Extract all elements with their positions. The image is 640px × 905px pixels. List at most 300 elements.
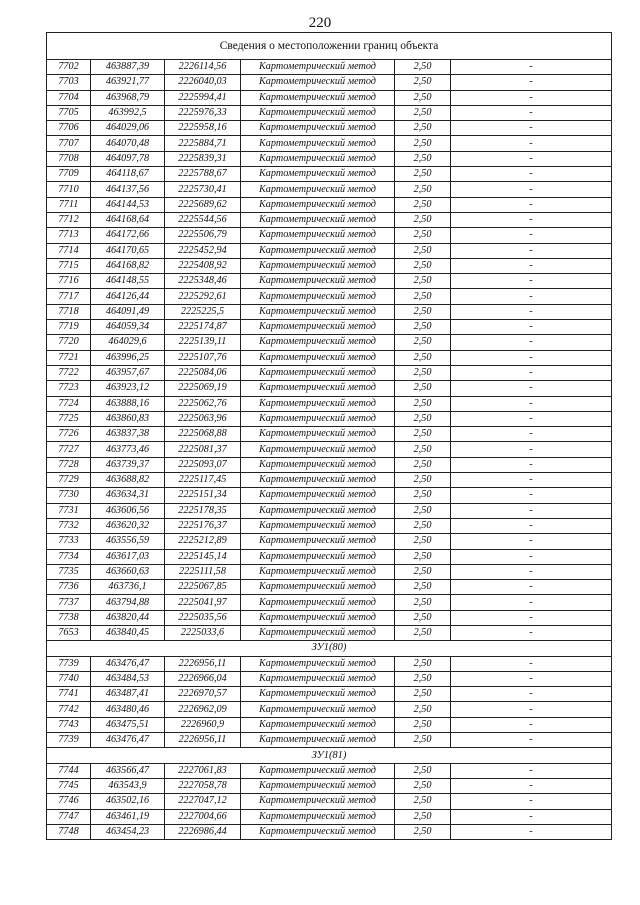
note-cell: - (451, 534, 612, 549)
y-coordinate-cell: 2225068,88 (165, 427, 241, 442)
point-number-cell: 7726 (47, 427, 91, 442)
note-cell: - (451, 809, 612, 824)
x-coordinate-cell: 463837,38 (91, 427, 165, 442)
x-coordinate-cell: 463634,31 (91, 488, 165, 503)
x-coordinate-cell: 463620,32 (91, 518, 165, 533)
point-number-cell: 7734 (47, 549, 91, 564)
method-cell: Картометрический метод (241, 671, 395, 686)
table-row (47, 350, 612, 365)
y-coordinate-cell: 2226040,03 (165, 75, 241, 90)
y-coordinate-cell: 2226956,11 (165, 733, 241, 748)
note-cell: - (451, 503, 612, 518)
x-coordinate-cell: 463502,16 (91, 794, 165, 809)
method-cell: Картометрический метод (241, 595, 395, 610)
note-cell: - (451, 763, 612, 778)
y-coordinate-cell: 2225081,37 (165, 442, 241, 457)
note-cell: - (451, 121, 612, 136)
table-row (47, 518, 612, 533)
method-cell: Картометрический метод (241, 212, 395, 227)
x-coordinate-cell: 464070,48 (91, 136, 165, 151)
accuracy-cell: 2,50 (395, 365, 451, 380)
point-number-cell: 7702 (47, 60, 91, 75)
section-label: ЗУ1(80) (47, 641, 612, 656)
note-cell: - (451, 687, 612, 702)
note-cell: - (451, 442, 612, 457)
point-number-cell: 7653 (47, 625, 91, 640)
x-coordinate-cell: 464137,56 (91, 182, 165, 197)
point-number-cell: 7738 (47, 610, 91, 625)
method-cell: Картометрический метод (241, 228, 395, 243)
table-row (47, 167, 612, 182)
accuracy-cell: 2,50 (395, 411, 451, 426)
boundary-coordinates-table (46, 32, 612, 840)
note-cell: - (451, 824, 612, 839)
method-cell: Картометрический метод (241, 258, 395, 273)
point-number-cell: 7746 (47, 794, 91, 809)
method-cell: Картометрический метод (241, 518, 395, 533)
note-cell: - (451, 228, 612, 243)
table-row (47, 197, 612, 212)
point-number-cell: 7730 (47, 488, 91, 503)
accuracy-cell: 2,50 (395, 702, 451, 717)
accuracy-cell: 2,50 (395, 136, 451, 151)
note-cell: - (451, 473, 612, 488)
method-cell: Картометрический метод (241, 687, 395, 702)
x-coordinate-cell: 463888,16 (91, 396, 165, 411)
point-number-cell: 7722 (47, 365, 91, 380)
x-coordinate-cell: 464118,67 (91, 167, 165, 182)
note-cell: - (451, 381, 612, 396)
y-coordinate-cell: 2225408,92 (165, 258, 241, 273)
note-cell: - (451, 320, 612, 335)
point-number-cell: 7735 (47, 564, 91, 579)
method-cell: Картометрический метод (241, 427, 395, 442)
section-label: ЗУ1(81) (47, 748, 612, 763)
note-cell: - (451, 656, 612, 671)
point-number-cell: 7713 (47, 228, 91, 243)
table-row (47, 488, 612, 503)
x-coordinate-cell: 463606,56 (91, 503, 165, 518)
table-row (47, 671, 612, 686)
y-coordinate-cell: 2227004,66 (165, 809, 241, 824)
table-row (47, 473, 612, 488)
point-number-cell: 7714 (47, 243, 91, 258)
y-coordinate-cell: 2225041,97 (165, 595, 241, 610)
accuracy-cell: 2,50 (395, 595, 451, 610)
table-row (47, 427, 612, 442)
table-row (47, 60, 612, 75)
table-row (47, 549, 612, 564)
method-cell: Картометрический метод (241, 534, 395, 549)
method-cell: Картометрический метод (241, 580, 395, 595)
note-cell: - (451, 610, 612, 625)
y-coordinate-cell: 2225111,58 (165, 564, 241, 579)
y-coordinate-cell: 2226986,44 (165, 824, 241, 839)
table-row (47, 90, 612, 105)
method-cell: Картометрический метод (241, 365, 395, 380)
y-coordinate-cell: 2226956,11 (165, 656, 241, 671)
table-row (47, 794, 612, 809)
x-coordinate-cell: 463923,12 (91, 381, 165, 396)
point-number-cell: 7743 (47, 717, 91, 732)
method-cell: Картометрический метод (241, 610, 395, 625)
note-cell: - (451, 717, 612, 732)
table-row (47, 610, 612, 625)
point-number-cell: 7737 (47, 595, 91, 610)
accuracy-cell: 2,50 (395, 503, 451, 518)
x-coordinate-cell: 463556,59 (91, 534, 165, 549)
note-cell: - (451, 778, 612, 793)
x-coordinate-cell: 463454,23 (91, 824, 165, 839)
y-coordinate-cell: 2225035,56 (165, 610, 241, 625)
table-row (47, 595, 612, 610)
x-coordinate-cell: 463957,67 (91, 365, 165, 380)
x-coordinate-cell: 464172,66 (91, 228, 165, 243)
point-number-cell: 7721 (47, 350, 91, 365)
y-coordinate-cell: 2225069,19 (165, 381, 241, 396)
method-cell: Картометрический метод (241, 304, 395, 319)
table-row (47, 136, 612, 151)
x-coordinate-cell: 464144,53 (91, 197, 165, 212)
note-cell: - (451, 396, 612, 411)
x-coordinate-cell: 463543,9 (91, 778, 165, 793)
point-number-cell: 7705 (47, 105, 91, 120)
page-number: 220 (308, 15, 332, 31)
note-cell: - (451, 60, 612, 75)
accuracy-cell: 2,50 (395, 488, 451, 503)
table-title-row (47, 33, 612, 60)
note-cell: - (451, 625, 612, 640)
note-cell: - (451, 243, 612, 258)
x-coordinate-cell: 464148,55 (91, 274, 165, 289)
accuracy-cell: 2,50 (395, 212, 451, 227)
note-cell: - (451, 182, 612, 197)
method-cell: Картометрический метод (241, 549, 395, 564)
y-coordinate-cell: 2226960,9 (165, 717, 241, 732)
y-coordinate-cell: 2226970,57 (165, 687, 241, 702)
method-cell: Картометрический метод (241, 136, 395, 151)
method-cell: Картометрический метод (241, 274, 395, 289)
table-row (47, 809, 612, 824)
note-cell: - (451, 212, 612, 227)
table-row (47, 320, 612, 335)
point-number-cell: 7723 (47, 381, 91, 396)
method-cell: Картометрический метод (241, 733, 395, 748)
y-coordinate-cell: 2225788,67 (165, 167, 241, 182)
x-coordinate-cell: 463487,41 (91, 687, 165, 702)
x-coordinate-cell: 463992,5 (91, 105, 165, 120)
accuracy-cell: 2,50 (395, 824, 451, 839)
x-coordinate-cell: 463773,46 (91, 442, 165, 457)
point-number-cell: 7725 (47, 411, 91, 426)
point-number-cell: 7719 (47, 320, 91, 335)
y-coordinate-cell: 2225994,41 (165, 90, 241, 105)
table-row (47, 411, 612, 426)
x-coordinate-cell: 464168,82 (91, 258, 165, 273)
note-cell: - (451, 488, 612, 503)
table-row (47, 151, 612, 166)
table-row (47, 258, 612, 273)
note-cell: - (451, 365, 612, 380)
method-cell: Картометрический метод (241, 778, 395, 793)
x-coordinate-cell: 463566,47 (91, 763, 165, 778)
note-cell: - (451, 350, 612, 365)
accuracy-cell: 2,50 (395, 763, 451, 778)
method-cell: Картометрический метод (241, 243, 395, 258)
method-cell: Картометрический метод (241, 350, 395, 365)
point-number-cell: 7707 (47, 136, 91, 151)
point-number-cell: 7748 (47, 824, 91, 839)
table-row (47, 289, 612, 304)
point-number-cell: 7718 (47, 304, 91, 319)
note-cell: - (451, 564, 612, 579)
method-cell: Картометрический метод (241, 564, 395, 579)
accuracy-cell: 2,50 (395, 442, 451, 457)
table-row (47, 687, 612, 702)
table-row (47, 534, 612, 549)
point-number-cell: 7706 (47, 121, 91, 136)
accuracy-cell: 2,50 (395, 274, 451, 289)
method-cell: Картометрический метод (241, 335, 395, 350)
accuracy-cell: 2,50 (395, 518, 451, 533)
note-cell: - (451, 274, 612, 289)
x-coordinate-cell: 463794,88 (91, 595, 165, 610)
table-title: Сведения о местоположении границ объекта (47, 33, 612, 60)
point-number-cell: 7736 (47, 580, 91, 595)
table-row (47, 381, 612, 396)
x-coordinate-cell: 464029,06 (91, 121, 165, 136)
point-number-cell: 7729 (47, 473, 91, 488)
y-coordinate-cell: 2225084,06 (165, 365, 241, 380)
note-cell: - (451, 457, 612, 472)
note-cell: - (451, 427, 612, 442)
accuracy-cell: 2,50 (395, 151, 451, 166)
note-cell: - (451, 702, 612, 717)
accuracy-cell: 2,50 (395, 687, 451, 702)
y-coordinate-cell: 2227058,78 (165, 778, 241, 793)
method-cell: Картометрический метод (241, 442, 395, 457)
point-number-cell: 7747 (47, 809, 91, 824)
accuracy-cell: 2,50 (395, 717, 451, 732)
y-coordinate-cell: 2225063,96 (165, 411, 241, 426)
x-coordinate-cell: 464126,44 (91, 289, 165, 304)
method-cell: Картометрический метод (241, 121, 395, 136)
point-number-cell: 7715 (47, 258, 91, 273)
method-cell: Картометрический метод (241, 503, 395, 518)
y-coordinate-cell: 2225348,46 (165, 274, 241, 289)
x-coordinate-cell: 464059,34 (91, 320, 165, 335)
x-coordinate-cell: 463484,53 (91, 671, 165, 686)
y-coordinate-cell: 2225107,76 (165, 350, 241, 365)
note-cell: - (451, 304, 612, 319)
method-cell: Картометрический метод (241, 824, 395, 839)
note-cell: - (451, 75, 612, 90)
y-coordinate-cell: 2225839,31 (165, 151, 241, 166)
accuracy-cell: 2,50 (395, 167, 451, 182)
method-cell: Картометрический метод (241, 151, 395, 166)
x-coordinate-cell: 463476,47 (91, 656, 165, 671)
table-row (47, 121, 612, 136)
note-cell: - (451, 335, 612, 350)
accuracy-cell: 2,50 (395, 656, 451, 671)
point-number-cell: 7703 (47, 75, 91, 90)
note-cell: - (451, 151, 612, 166)
accuracy-cell: 2,50 (395, 350, 451, 365)
point-number-cell: 7727 (47, 442, 91, 457)
y-coordinate-cell: 2225225,5 (165, 304, 241, 319)
x-coordinate-cell: 463887,39 (91, 60, 165, 75)
method-cell: Картометрический метод (241, 717, 395, 732)
note-cell: - (451, 167, 612, 182)
x-coordinate-cell: 463996,25 (91, 350, 165, 365)
y-coordinate-cell: 2225212,89 (165, 534, 241, 549)
method-cell: Картометрический метод (241, 289, 395, 304)
y-coordinate-cell: 2225176,37 (165, 518, 241, 533)
point-number-cell: 7711 (47, 197, 91, 212)
y-coordinate-cell: 2225506,79 (165, 228, 241, 243)
note-cell: - (451, 733, 612, 748)
point-number-cell: 7710 (47, 182, 91, 197)
y-coordinate-cell: 2225151,34 (165, 488, 241, 503)
table-row (47, 274, 612, 289)
point-number-cell: 7739 (47, 733, 91, 748)
accuracy-cell: 2,50 (395, 121, 451, 136)
y-coordinate-cell: 2225958,16 (165, 121, 241, 136)
accuracy-cell: 2,50 (395, 182, 451, 197)
point-number-cell: 7704 (47, 90, 91, 105)
note-cell: - (451, 580, 612, 595)
method-cell: Картометрический метод (241, 656, 395, 671)
note-cell: - (451, 595, 612, 610)
method-cell: Картометрический метод (241, 473, 395, 488)
point-number-cell: 7712 (47, 212, 91, 227)
y-coordinate-cell: 2225730,41 (165, 182, 241, 197)
note-cell: - (451, 411, 612, 426)
section-header-row (47, 641, 612, 656)
accuracy-cell: 2,50 (395, 625, 451, 640)
table-row (47, 335, 612, 350)
table-row (47, 778, 612, 793)
point-number-cell: 7720 (47, 335, 91, 350)
y-coordinate-cell: 2225174,87 (165, 320, 241, 335)
x-coordinate-cell: 463736,1 (91, 580, 165, 595)
x-coordinate-cell: 464097,78 (91, 151, 165, 166)
method-cell: Картометрический метод (241, 457, 395, 472)
point-number-cell: 7709 (47, 167, 91, 182)
accuracy-cell: 2,50 (395, 457, 451, 472)
y-coordinate-cell: 2225689,62 (165, 197, 241, 212)
y-coordinate-cell: 2225145,14 (165, 549, 241, 564)
y-coordinate-cell: 2225178,35 (165, 503, 241, 518)
table-row (47, 717, 612, 732)
accuracy-cell: 2,50 (395, 794, 451, 809)
table-row (47, 212, 612, 227)
method-cell: Картометрический метод (241, 763, 395, 778)
x-coordinate-cell: 463476,47 (91, 733, 165, 748)
note-cell: - (451, 289, 612, 304)
method-cell: Картометрический метод (241, 167, 395, 182)
x-coordinate-cell: 463461,19 (91, 809, 165, 824)
point-number-cell: 7728 (47, 457, 91, 472)
x-coordinate-cell: 464168,64 (91, 212, 165, 227)
accuracy-cell: 2,50 (395, 396, 451, 411)
method-cell: Картометрический метод (241, 75, 395, 90)
accuracy-cell: 2,50 (395, 733, 451, 748)
accuracy-cell: 2,50 (395, 258, 451, 273)
y-coordinate-cell: 2227047,12 (165, 794, 241, 809)
x-coordinate-cell: 464029,6 (91, 335, 165, 350)
accuracy-cell: 2,50 (395, 473, 451, 488)
note-cell: - (451, 549, 612, 564)
section-header-row (47, 748, 612, 763)
accuracy-cell: 2,50 (395, 243, 451, 258)
method-cell: Картометрический метод (241, 60, 395, 75)
accuracy-cell: 2,50 (395, 610, 451, 625)
note-cell: - (451, 90, 612, 105)
method-cell: Картометрический метод (241, 809, 395, 824)
x-coordinate-cell: 463820,44 (91, 610, 165, 625)
accuracy-cell: 2,50 (395, 427, 451, 442)
table-row (47, 702, 612, 717)
accuracy-cell: 2,50 (395, 197, 451, 212)
note-cell: - (451, 105, 612, 120)
table-row (47, 396, 612, 411)
point-number-cell: 7724 (47, 396, 91, 411)
y-coordinate-cell: 2225139,11 (165, 335, 241, 350)
accuracy-cell: 2,50 (395, 320, 451, 335)
y-coordinate-cell: 2225292,61 (165, 289, 241, 304)
accuracy-cell: 2,50 (395, 381, 451, 396)
y-coordinate-cell: 2225067,85 (165, 580, 241, 595)
accuracy-cell: 2,50 (395, 580, 451, 595)
y-coordinate-cell: 2226962,09 (165, 702, 241, 717)
point-number-cell: 7745 (47, 778, 91, 793)
accuracy-cell: 2,50 (395, 60, 451, 75)
x-coordinate-cell: 463480,46 (91, 702, 165, 717)
table-row (47, 656, 612, 671)
note-cell: - (451, 518, 612, 533)
table-row (47, 733, 612, 748)
point-number-cell: 7742 (47, 702, 91, 717)
point-number-cell: 7732 (47, 518, 91, 533)
point-number-cell: 7717 (47, 289, 91, 304)
accuracy-cell: 2,50 (395, 809, 451, 824)
table-row (47, 182, 612, 197)
method-cell: Картометрический метод (241, 396, 395, 411)
x-coordinate-cell: 463968,79 (91, 90, 165, 105)
y-coordinate-cell: 2225884,71 (165, 136, 241, 151)
x-coordinate-cell: 463739,37 (91, 457, 165, 472)
x-coordinate-cell: 464170,65 (91, 243, 165, 258)
note-cell: - (451, 794, 612, 809)
method-cell: Картометрический метод (241, 381, 395, 396)
table-row (47, 580, 612, 595)
method-cell: Картометрический метод (241, 90, 395, 105)
table-row (47, 228, 612, 243)
point-number-cell: 7716 (47, 274, 91, 289)
note-cell: - (451, 671, 612, 686)
note-cell: - (451, 197, 612, 212)
table-row (47, 824, 612, 839)
y-coordinate-cell: 2226966,04 (165, 671, 241, 686)
method-cell: Картометрический метод (241, 320, 395, 335)
x-coordinate-cell: 463660,63 (91, 564, 165, 579)
y-coordinate-cell: 2225544,56 (165, 212, 241, 227)
accuracy-cell: 2,50 (395, 564, 451, 579)
y-coordinate-cell: 2225117,45 (165, 473, 241, 488)
point-number-cell: 7733 (47, 534, 91, 549)
note-cell: - (451, 258, 612, 273)
